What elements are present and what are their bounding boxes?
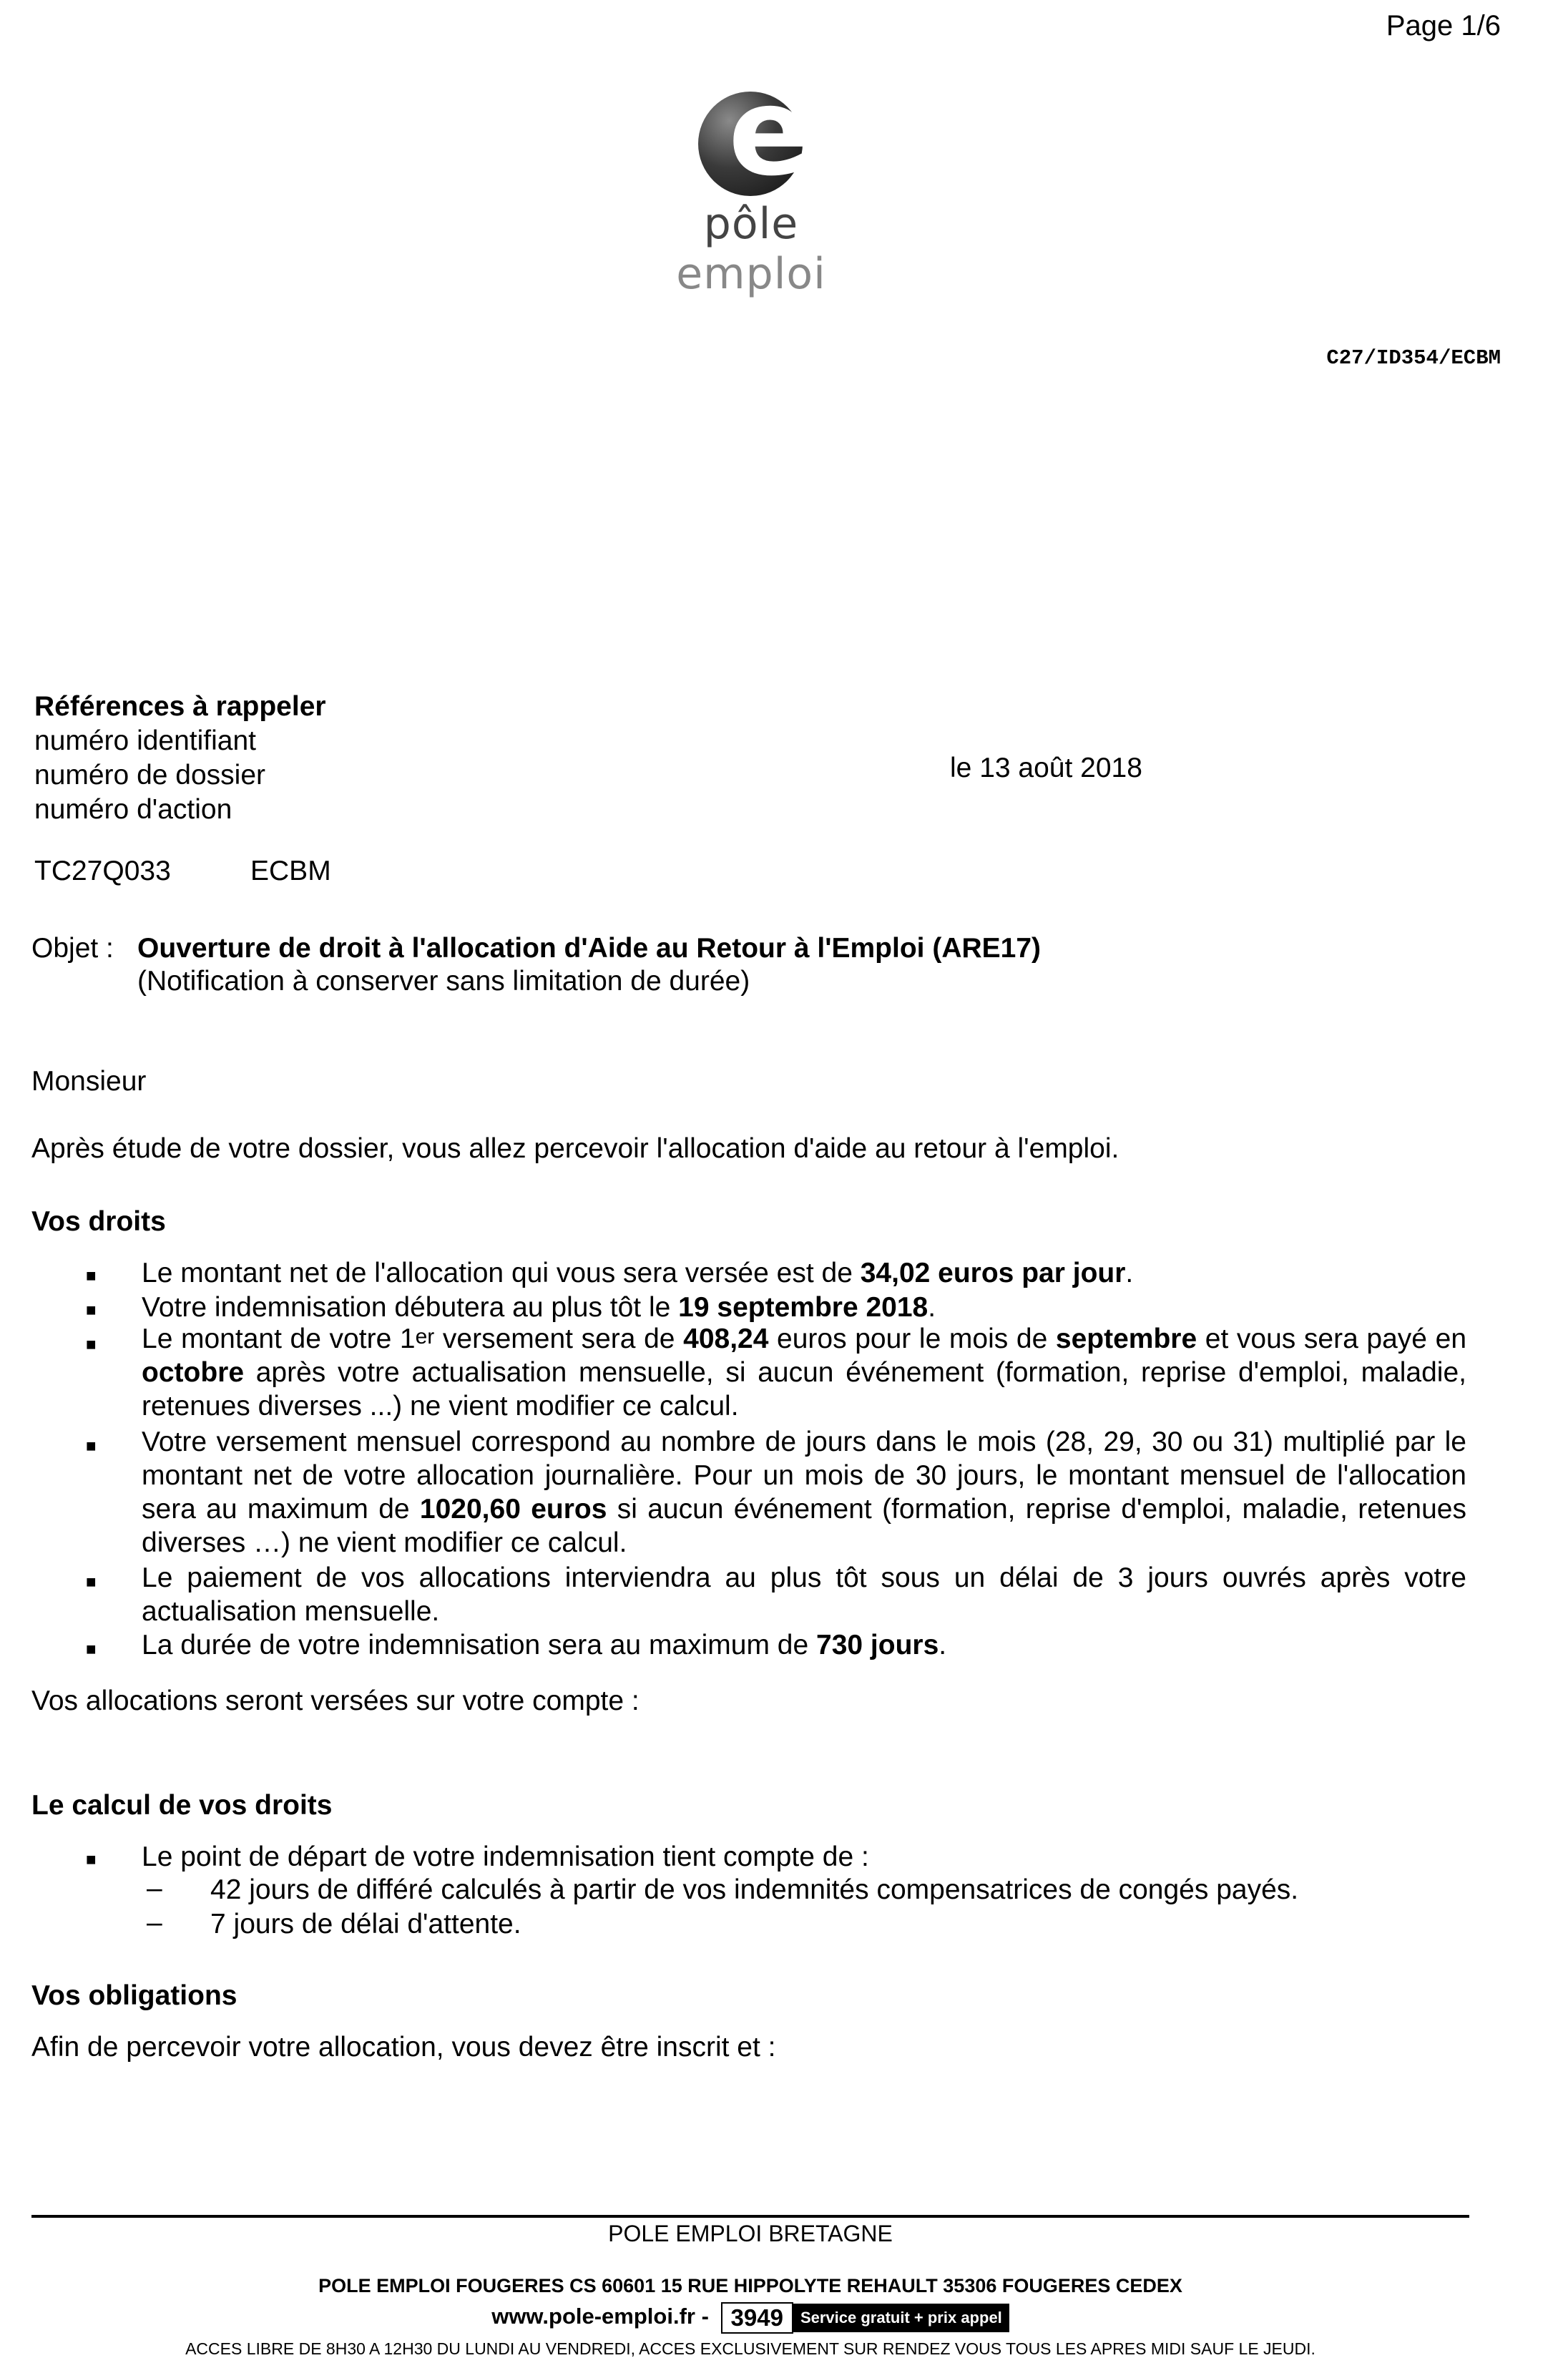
- paid-month: octobre: [142, 1357, 245, 1388]
- payment-month: septembre: [1055, 1324, 1197, 1354]
- text: La durée de votre indemnisation sera au maximum de: [142, 1630, 817, 1660]
- text: .: [1125, 1258, 1134, 1288]
- label-numero-action: numéro d'action: [34, 794, 232, 825]
- bullet-icon: ■: [86, 1335, 97, 1354]
- footer-address: POLE EMPLOI FOUGERES CS 60601 15 RUE HIPPOLYTE REHAULT 35306 FOUGERES CEDEX: [318, 2275, 1182, 2296]
- footer-contact-line: [31, 2302, 1469, 2334]
- text: Votre versement mensuel correspond au nombre de jours dans le mois (28, 29, 30 ou 31) multiplié par le montant net de votre allocation journalière. Pour un mois de 30 jours, le montant mensuel de l'allocation sera au maximum de: [142, 1427, 1466, 1525]
- logo-text-light: emploi: [676, 249, 826, 299]
- rights-bullet-first-payment: [142, 1322, 1466, 1423]
- obligations-text: Afin de percevoir votre allocation, vous devez être inscrit et :: [31, 2032, 776, 2063]
- footer-phone-note: Service gratuit + prix appel: [793, 2304, 1009, 2332]
- label-numero-identifiant: numéro identifiant: [34, 725, 257, 756]
- label-numero-dossier: numéro de dossier: [34, 760, 266, 791]
- bullet-icon: ■: [86, 1266, 97, 1286]
- text: .: [939, 1630, 947, 1660]
- superscript: er: [415, 1325, 435, 1349]
- text: Le montant net de l'allocation qui vous sera versée est de: [142, 1258, 861, 1288]
- logo-text-bold: pôle: [703, 199, 799, 249]
- logo-wordmark: [651, 199, 851, 299]
- references-title: Références à rappeler: [34, 691, 326, 722]
- code-ecbm: ECBM: [250, 856, 331, 886]
- object-title: Ouverture de droit à l'allocation d'Aide au Retour à l'Emploi (ARE17): [137, 933, 1042, 964]
- text: euros pour le mois de: [768, 1324, 1056, 1354]
- account-line: Vos allocations seront versées sur votre compte :: [31, 1686, 640, 1716]
- object-label: Objet :: [31, 933, 114, 964]
- footer-hours: ACCES LIBRE DE 8H30 A 12H30 DU LUNDI AU VENDREDI, ACCES EXCLUSIVEMENT SUR RENDEZ VOUS TOUS LES APRES MIDI SAUF LE JEUDI.: [185, 2339, 1315, 2358]
- dash-icon: –: [147, 1907, 162, 1938]
- footer-phone-number: 3949: [721, 2302, 793, 2334]
- bullet-icon: ■: [86, 1572, 97, 1592]
- footer-website-link[interactable]: www.pole-emploi.fr -: [491, 2304, 709, 2329]
- text: Votre indemnisation débutera au plus tôt le: [142, 1292, 679, 1323]
- text: Le montant de votre 1: [142, 1324, 416, 1354]
- bullet-icon: ■: [86, 1301, 97, 1320]
- text: et vous sera payé en: [1197, 1324, 1467, 1354]
- obligations-heading: Vos obligations: [31, 1980, 237, 2011]
- object-subtitle: (Notification à conserver sans limitation de durée): [137, 966, 750, 997]
- logo-letter: e: [728, 62, 811, 203]
- bullet-icon: ■: [86, 1640, 97, 1659]
- footer-divider: [31, 2215, 1469, 2218]
- max-duration: 730 jours: [816, 1630, 939, 1660]
- calculation-item-waiting: 7 jours de délai d'attente.: [210, 1909, 521, 1939]
- pole-emploi-logo: [651, 62, 851, 299]
- calculation-heading: Le calcul de vos droits: [31, 1790, 333, 1821]
- text: versement sera de: [434, 1324, 684, 1354]
- monthly-max-amount: 1020,60 euros: [419, 1494, 607, 1525]
- rights-bullet-daily-amount: [142, 1256, 1466, 1290]
- rights-bullet-monthly-payment: [142, 1425, 1466, 1560]
- rights-bullet-payment-delay: Le paiement de vos allocations interviendra au plus tôt sous un délai de 3 jours ouvrés après votre actualisation mensuelle.: [142, 1562, 1466, 1627]
- first-payment-amount: 408,24: [683, 1324, 769, 1354]
- rights-bullet-duration: [142, 1628, 1466, 1662]
- footer-region: POLE EMPLOI BRETAGNE: [608, 2221, 893, 2246]
- page-number: Page 1/6: [1386, 10, 1501, 41]
- code-tc27q033: TC27Q033: [34, 856, 171, 886]
- intro-paragraph: Après étude de votre dossier, vous allez percevoir l'allocation d'aide au retour à l'emploi.: [31, 1133, 1119, 1164]
- reference-code: C27/ID354/ECBM: [1326, 346, 1501, 370]
- calculation-item-deferral: 42 jours de différé calculés à partir de vos indemnités compensatrices de congés payés.: [210, 1874, 1299, 1905]
- text: si aucun événement (formation, reprise d'emploi, maladie, retenues diverses …) ne vient modifier ce calcul.: [142, 1494, 1467, 1558]
- bullet-icon: ■: [86, 1850, 97, 1869]
- dash-icon: –: [147, 1873, 162, 1904]
- rights-heading: Vos droits: [31, 1206, 166, 1237]
- letter-date: le 13 août 2018: [950, 753, 1142, 783]
- calculation-bullet: Le point de départ de votre indemnisation tient compte de :: [142, 1841, 869, 1872]
- bullet-icon: ■: [86, 1437, 97, 1456]
- start-date: 19 septembre 2018: [678, 1292, 928, 1323]
- daily-amount: 34,02 euros par jour: [860, 1258, 1126, 1288]
- text: .: [928, 1292, 936, 1323]
- text: après votre actualisation mensuelle, si aucun événement (formation, reprise d'emploi, maladie, retenues diverses ...) ne vient modifier ce calcul.: [142, 1357, 1466, 1422]
- rights-bullet-start-date: [142, 1291, 1466, 1324]
- salutation: Monsieur: [31, 1066, 147, 1097]
